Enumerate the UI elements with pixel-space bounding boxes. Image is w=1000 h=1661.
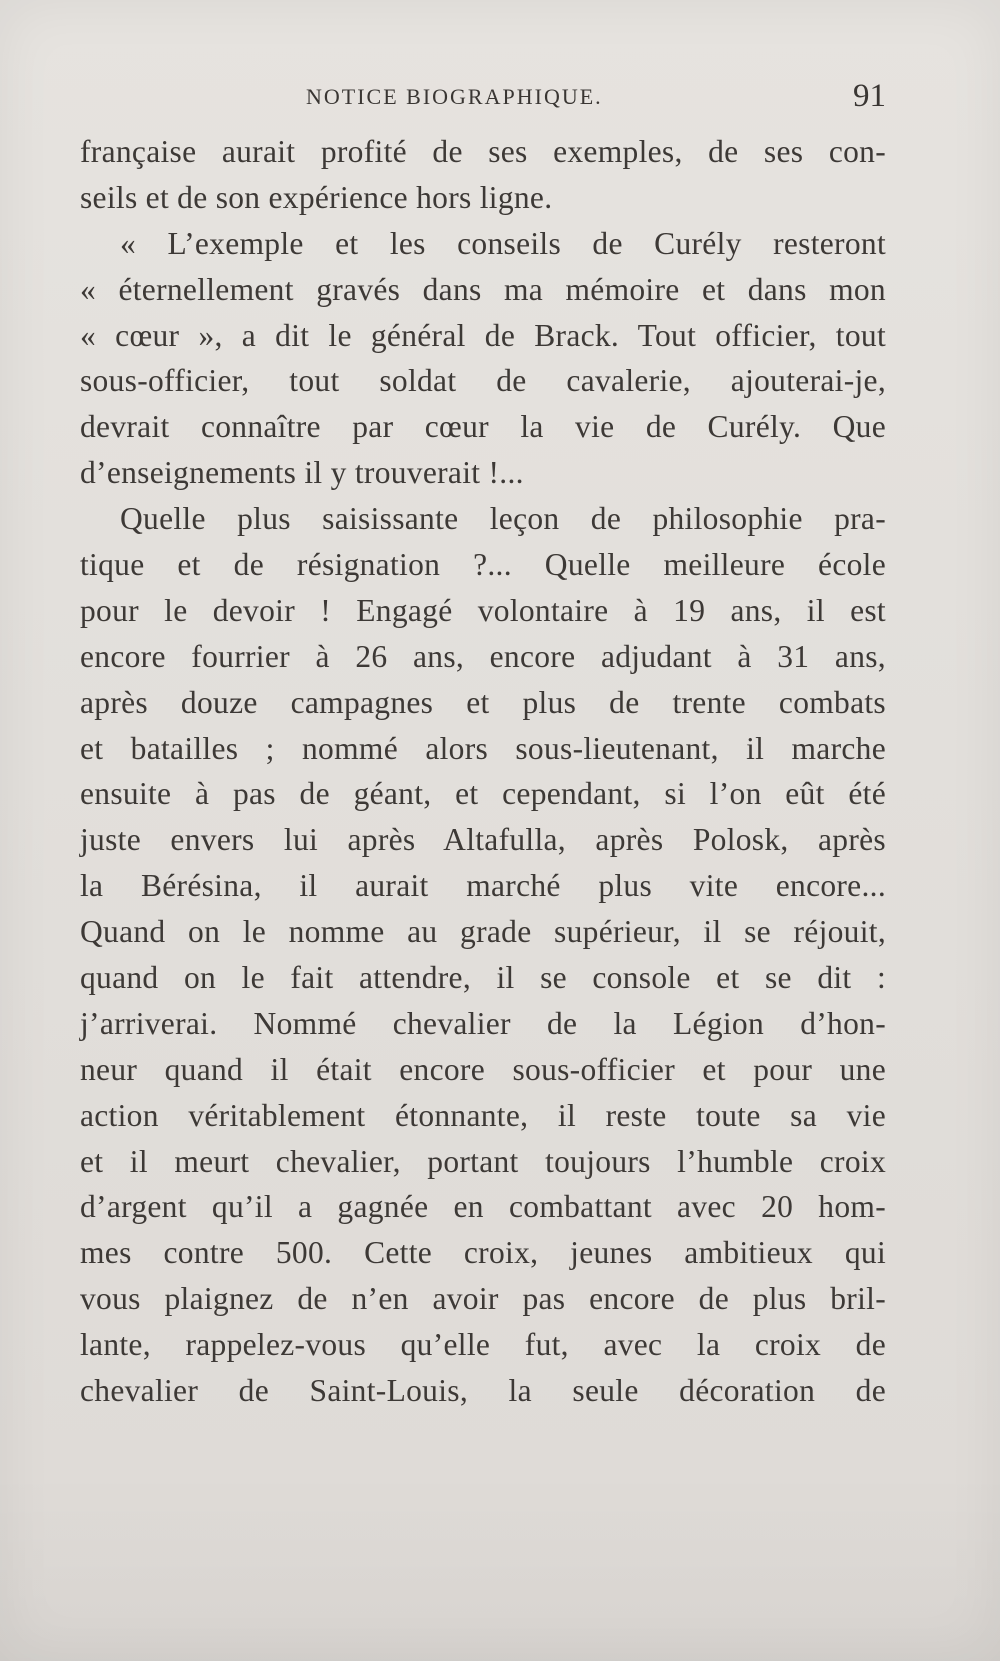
text-line: action véritablement étonnante, il reste toute sa vie [80, 1097, 886, 1133]
text-line: Quelle plus saisissante leçon de philosophie pra- [120, 501, 886, 537]
text-line: pour le devoir ! Engagé volontaire à 19 ans, il est [80, 592, 886, 628]
text-line: vous plaignez de n’en avoir pas encore de plus bril- [80, 1281, 886, 1317]
running-title: NOTICE BIOGRAPHIQUE. [306, 84, 603, 109]
text-line: ensuite à pas de géant, et cependant, si l’on eût été [80, 776, 886, 812]
text-line: j’arriverai. Nommé chevalier de la Légion d’hon- [80, 1005, 886, 1041]
text-line: française aurait profité de ses exemples, de ses con- [80, 134, 886, 169]
body-text [80, 129, 886, 1414]
text-line: « cœur », a dit le général de Brack. Tout officier, tout [80, 317, 886, 353]
text-line: lante, rappelez-vous qu’elle fut, avec la croix de [80, 1327, 886, 1363]
text-line: après douze campagnes et plus de trente combats [80, 684, 886, 720]
page-shading [0, 1470, 1000, 1661]
text-line: la Bérésina, il aurait marché plus vite encore... [80, 868, 886, 904]
text-line: sous-officier, tout soldat de cavalerie, ajouterai-je, [80, 363, 886, 399]
text-line: quand on le fait attendre, il se console et se dit : [80, 960, 886, 996]
text-line: mes contre 500. Cette croix, jeunes ambitieux qui [80, 1235, 886, 1271]
running-head [84, 78, 886, 118]
text-line: « éternellement gravés dans ma mémoire et dans mon [80, 271, 886, 307]
text-line: et batailles ; nommé alors sous-lieutenant, il marche [80, 730, 886, 766]
text-line: « L’exemple et les conseils de Curély resteront [120, 225, 886, 261]
text-line: devrait connaître par cœur la vie de Curély. Que [80, 409, 886, 445]
page-number: 91 [853, 78, 886, 114]
text-line: Quand on le nomme au grade supérieur, il se réjouit, [80, 914, 886, 950]
text-line: d’enseignements il y trouverait !... [80, 455, 524, 491]
text-line: chevalier de Saint-Louis, la seule décoration de [80, 1373, 886, 1409]
text-line: tique et de résignation ?... Quelle meilleure école [80, 547, 886, 583]
text-line: neur quand il était encore sous-officier et pour une [80, 1051, 886, 1087]
text-line: encore fourrier à 26 ans, encore adjudant à 31 ans, [80, 638, 886, 674]
text-line: et il meurt chevalier, portant toujours l’humble croix [80, 1143, 886, 1179]
text-line: juste envers lui après Altafulla, après Polosk, après [80, 822, 886, 858]
text-line: seils et de son expérience hors ligne. [80, 179, 553, 215]
text-line: d’argent qu’il a gagnée en combattant avec 20 hom- [80, 1189, 886, 1225]
